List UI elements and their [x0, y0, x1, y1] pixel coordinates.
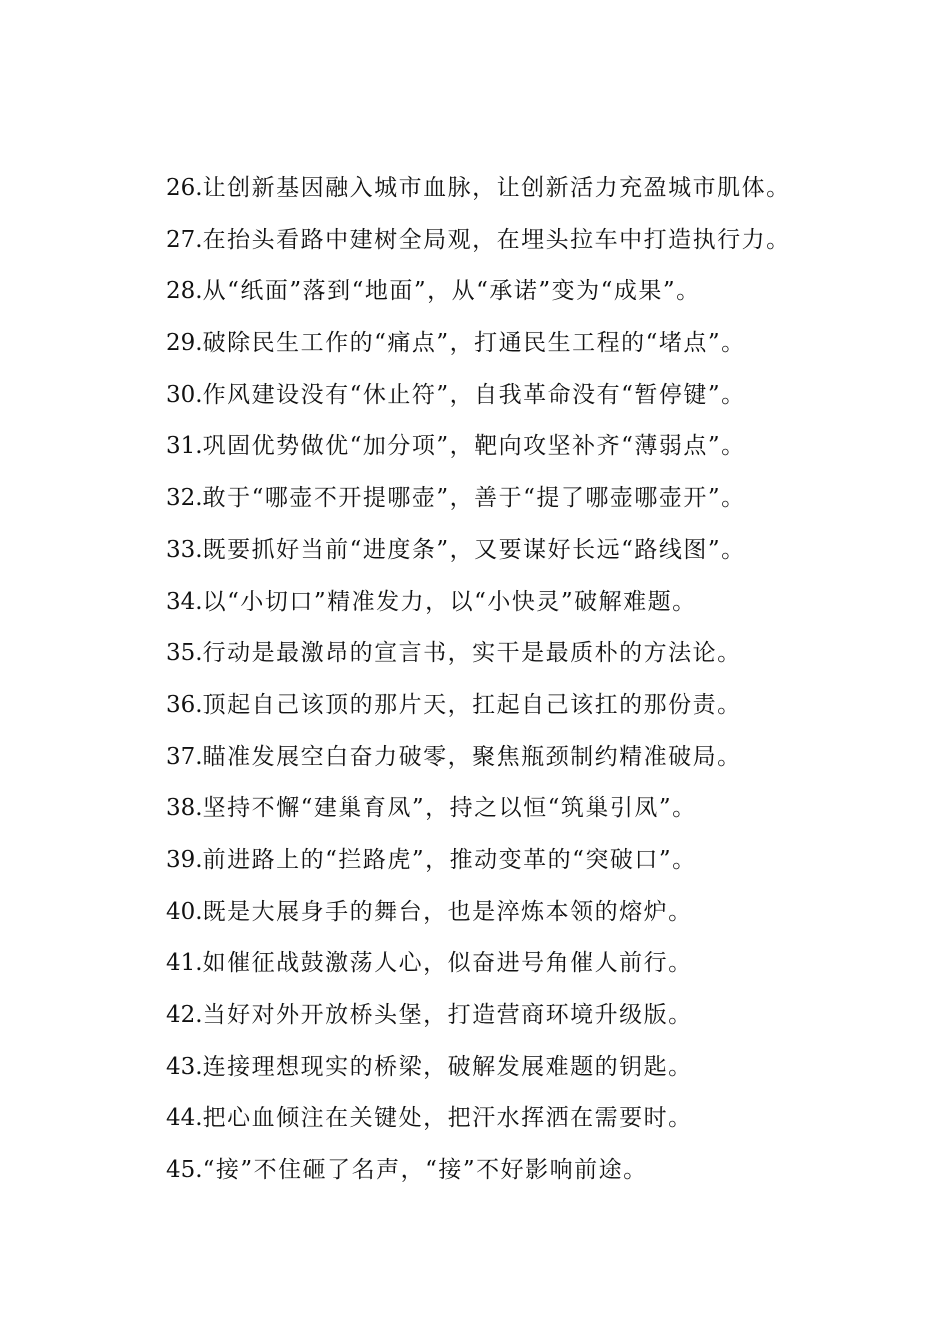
list-item	[166, 473, 926, 525]
item-number: 36.	[166, 691, 203, 718]
item-text: 以“小切口”精准发力，以“小快灵”破解难题。	[202, 588, 697, 615]
item-text: 巩固优势做优“加分项”，靶向攻坚补齐“薄弱点”。	[202, 433, 746, 460]
list-item	[166, 938, 926, 990]
item-text: “接”不住砸了名声，“接”不好影响前途。	[202, 1157, 648, 1184]
list-item	[166, 318, 926, 370]
item-number: 35.	[166, 640, 203, 667]
item-text: 把心血倾注在关键处，把汗水挥洒在需要时。	[202, 1105, 693, 1132]
item-text: 行动是最激昂的宣言书，实干是最质朴的方法论。	[202, 640, 742, 667]
item-text: 如催征战鼓激荡人心，似奋进号角催人前行。	[202, 950, 693, 977]
item-text: 既要抓好当前“进度条”，又要谋好长远“路线图”。	[202, 536, 746, 563]
item-number: 41.	[166, 950, 203, 977]
item-text: 让创新基因融入城市血脉，让创新活力充盈城市肌体。	[202, 175, 791, 201]
item-number: 38.	[166, 795, 203, 822]
item-text: 连接理想现实的桥梁，破解发展难题的钥匙。	[202, 1053, 693, 1080]
item-number: 39.	[166, 846, 203, 873]
item-text: 在抬头看路中建树全局观，在埋头拉车中打造执行力。	[202, 226, 791, 253]
list-item	[166, 1093, 926, 1145]
item-text: 敢于“哪壶不开提哪壶”，善于“提了哪壶哪壶开”。	[202, 485, 746, 512]
slogan-list	[166, 163, 926, 1197]
item-number: 34.	[166, 588, 203, 615]
item-text: 作风建设没有“休止符”，自我革命没有“暂停键”。	[202, 381, 746, 408]
list-item	[166, 628, 926, 680]
list-item	[166, 370, 926, 422]
item-number: 42.	[166, 1002, 203, 1028]
item-number: 45.	[166, 1157, 203, 1184]
list-item	[166, 783, 926, 835]
list-item	[166, 421, 926, 473]
item-number: 30.	[166, 381, 203, 408]
list-item	[166, 680, 926, 732]
item-number: 37.	[166, 743, 203, 770]
list-item	[166, 1145, 926, 1197]
item-number: 33.	[166, 536, 203, 563]
item-text: 当好对外开放桥头堡，打造营商环境升级版。	[202, 1002, 693, 1028]
item-text: 既是大展身手的舞台，也是淬炼本领的熔炉。	[202, 898, 693, 925]
item-number: 31.	[166, 433, 203, 460]
list-item	[166, 887, 926, 939]
list-item	[166, 215, 926, 267]
item-text: 前进路上的“拦路虎”，推动变革的“突破口”。	[202, 846, 697, 873]
list-item	[166, 525, 926, 577]
list-item	[166, 835, 926, 887]
item-number: 40.	[166, 898, 203, 925]
item-text: 瞄准发展空白奋力破零，聚焦瓶颈制约精准破局。	[202, 743, 742, 770]
item-number: 27.	[166, 226, 203, 253]
list-item	[166, 266, 926, 318]
list-item	[166, 732, 926, 784]
item-number: 28.	[166, 278, 203, 305]
list-item	[166, 1042, 926, 1094]
list-item	[166, 577, 926, 629]
item-number: 32.	[166, 485, 203, 512]
item-text: 坚持不懈“建巢育凤”，持之以恒“筑巢引凤”。	[202, 795, 697, 822]
item-number: 43.	[166, 1053, 203, 1080]
item-text: 破除民生工作的“痛点”，打通民生工程的“堵点”。	[202, 330, 746, 357]
item-text: 顶起自己该顶的那片天，扛起自己该扛的那份责。	[202, 691, 742, 718]
item-number: 44.	[166, 1105, 203, 1132]
item-number: 26.	[166, 175, 203, 201]
list-item	[166, 163, 926, 215]
item-number: 29.	[166, 330, 203, 357]
item-text: 从“纸面”落到“地面”，从“承诺”变为“成果”。	[202, 278, 701, 305]
list-item	[166, 990, 926, 1042]
